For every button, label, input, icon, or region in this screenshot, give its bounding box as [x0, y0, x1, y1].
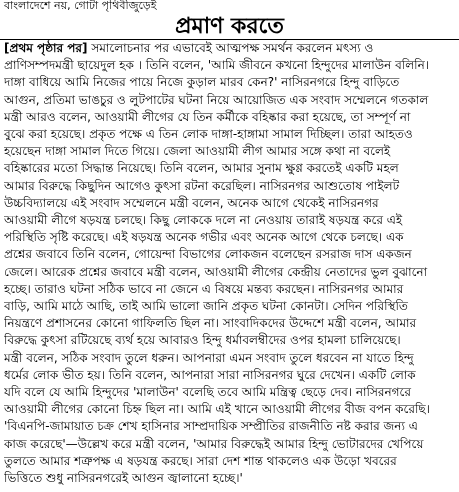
article-line: ভিত্তিতে শুধু নাসিরনগরেই আগুন জ্বালানো হচ্ছে।': [4, 471, 243, 486]
article-line: হচ্ছে। তারাও ঘটনা সঠিক ভাবে না জেনে এ বিষয়ে মন্তব্য করছেন। নাসিরনগর আমার: [4, 281, 404, 296]
article-line: ধর্মের লোক ভীত হয়। তিনি বলেন, আপনারা সারা নাসিরনগর ঘুরে দেখেন। একটি লোক: [4, 367, 416, 382]
article-line: নিয়ন্ত্রণে প্রশাসনের কোনো গাফিলতি ছিল না। সাংবাদিকদের উদ্দেশে মন্ত্রী বলেন, আমার: [4, 316, 417, 331]
article-line: তুলতে আমার শত্রুপক্ষ এ ষড়যন্ত্র করছে। সারা দেশ শান্ত থাকলেও এক উড়ো খবরের: [4, 453, 397, 468]
article-line: পরিস্থিতি সৃষ্টি করেছে। এই ষড়যন্ত্র অনেক গভীর এবং অনেক আগে থেকে চলছে। এক: [4, 230, 404, 245]
article-line: দাঙ্গা বাধিয়ে আমি নিজের পায়ে নিজে কুড়াল মারব কেন?' নাসিরনগরে হিন্দু বাড়িতে: [4, 75, 400, 90]
article-line: মন্ত্রী আরও বলেন, আওয়ামী লীগের যে তিন কর্মীকে বহিষ্কার করা হয়েছে, তা সম্পূর্ণ না: [4, 109, 411, 124]
article-line: বিরুদ্ধে কুৎসা রটিয়েছে ব্যর্থ হয়ে আবারও হিন্দু ধর্মাবলম্বীদের ওপর হামলা চালিয়েছে।: [4, 333, 401, 348]
article-line: বহিষ্কারের মতো সিদ্ধান্ত নিয়েছে। তিনি বলেন, আমার সুনাম ক্ষুণ্ণ করতেই একটি মহল: [4, 161, 399, 176]
article-body: [4, 40, 455, 488]
article-line: যদি বলে যে আমি হিন্দুদের 'মালাউন' বলেছি তবে আমি মন্ত্রিত্ব ছেড়ে দেব। নাসিরনগরে: [4, 385, 411, 400]
article-line: প্রাণিসম্পদমন্ত্রী ছায়েদুল হক । তিনি বলেন, 'আমি জীবনে কখনো হিন্দুদের মালাউন বলিনি।: [4, 58, 430, 73]
article-line: বাড়ি, আমি মাঠে আছি, তাই আমি ভালো জানি প্রকৃত ঘটনা কোনটা। সেদিন পরিস্থিতি: [4, 299, 408, 314]
article-line: 'বিএনপি-জামায়াত চক্র শেখ হাসিনার সাম্প্রদায়িক সম্প্রীতির রাজনীতি নষ্ট করার জন্য এ: [4, 419, 418, 434]
article-line: কাজ করেছে'—উল্লেখ করে মন্ত্রী বলেন, 'আমার বিরুদ্ধেই আমার হিন্দু ভোটারদের খেপিয়ে: [4, 436, 424, 451]
article-line: বুঝে করা হয়েছে। প্রকৃত পক্ষে এ তিন লোক দাঙ্গা-হাঙ্গামা সামাল দিচ্ছিল। তারা আহতও: [4, 127, 413, 142]
article-line: আওয়ামী লীগে ষড়যন্ত্র চলছে। কিছু লোককে দলে না নেওয়ায় তারাই ষড়যন্ত্র করে এই: [4, 213, 403, 228]
article-line-text: সমালোচনার পর এভাবেই আত্মপক্ষ সমর্থন করলেন মৎস্য ও: [91, 41, 374, 55]
previous-article-text: বাংলাদেশে নয়, গোটা পৃথিবীজুড়েই: [4, 0, 157, 12]
article-headline: প্রমাণ করতে: [175, 14, 284, 39]
continued-from-label: [প্রথম পৃষ্ঠার পর]: [4, 41, 88, 55]
article-line: আওয়ামী লীগের কোনো চিহ্ন ছিল না। আমি এই খানে আওয়ামী লীগের বীজ বপন করেছি।: [4, 402, 430, 417]
article-line: উচ্চবিদ্যালয়ে এই সংবাদ সম্মেলনে মন্ত্রী বলেন, অনেক আগে থেকেই নাসিরনগর: [4, 195, 379, 210]
article-line: জেলে। আরেক প্রশ্নের জবাবে মন্ত্রী বলেন, আওয়ামী লীগের কেন্দ্রীয় নেতাদের ভুল বুঝানো: [4, 264, 428, 279]
article-line: আগুন, প্রতিমা ভাঙচুর ও লুটপাটের ঘটনা নিয়ে আয়োজিত এক সংবাদ সম্মেলনে গতকাল: [4, 92, 429, 107]
article-line: [4, 40, 455, 57]
article-line: হয়েছেন দাঙ্গা সামাল দিতে গিয়ে। জেলা আওয়ামী লীগ আমার সঙ্গে কথা না বলেই: [4, 144, 391, 159]
article-line: আমার বিরুদ্ধে কিছুদিন আগেও কুৎসা রটনা করেছিল। নাসিরনগর আশুতোষ পাইলট: [4, 178, 400, 193]
article-line: মন্ত্রী বলেন, সঠিক সংবাদ তুলে ধরুন। আপনারা এমন সংবাদ তুলে ধরবেন না যাতে হিন্দু: [4, 350, 414, 365]
article-line: প্রশ্নের জবাবে তিনি বলেন, গোয়েন্দা বিভাগের লোকজন বলেছেন রসরাজ দাস একজন: [4, 247, 412, 262]
